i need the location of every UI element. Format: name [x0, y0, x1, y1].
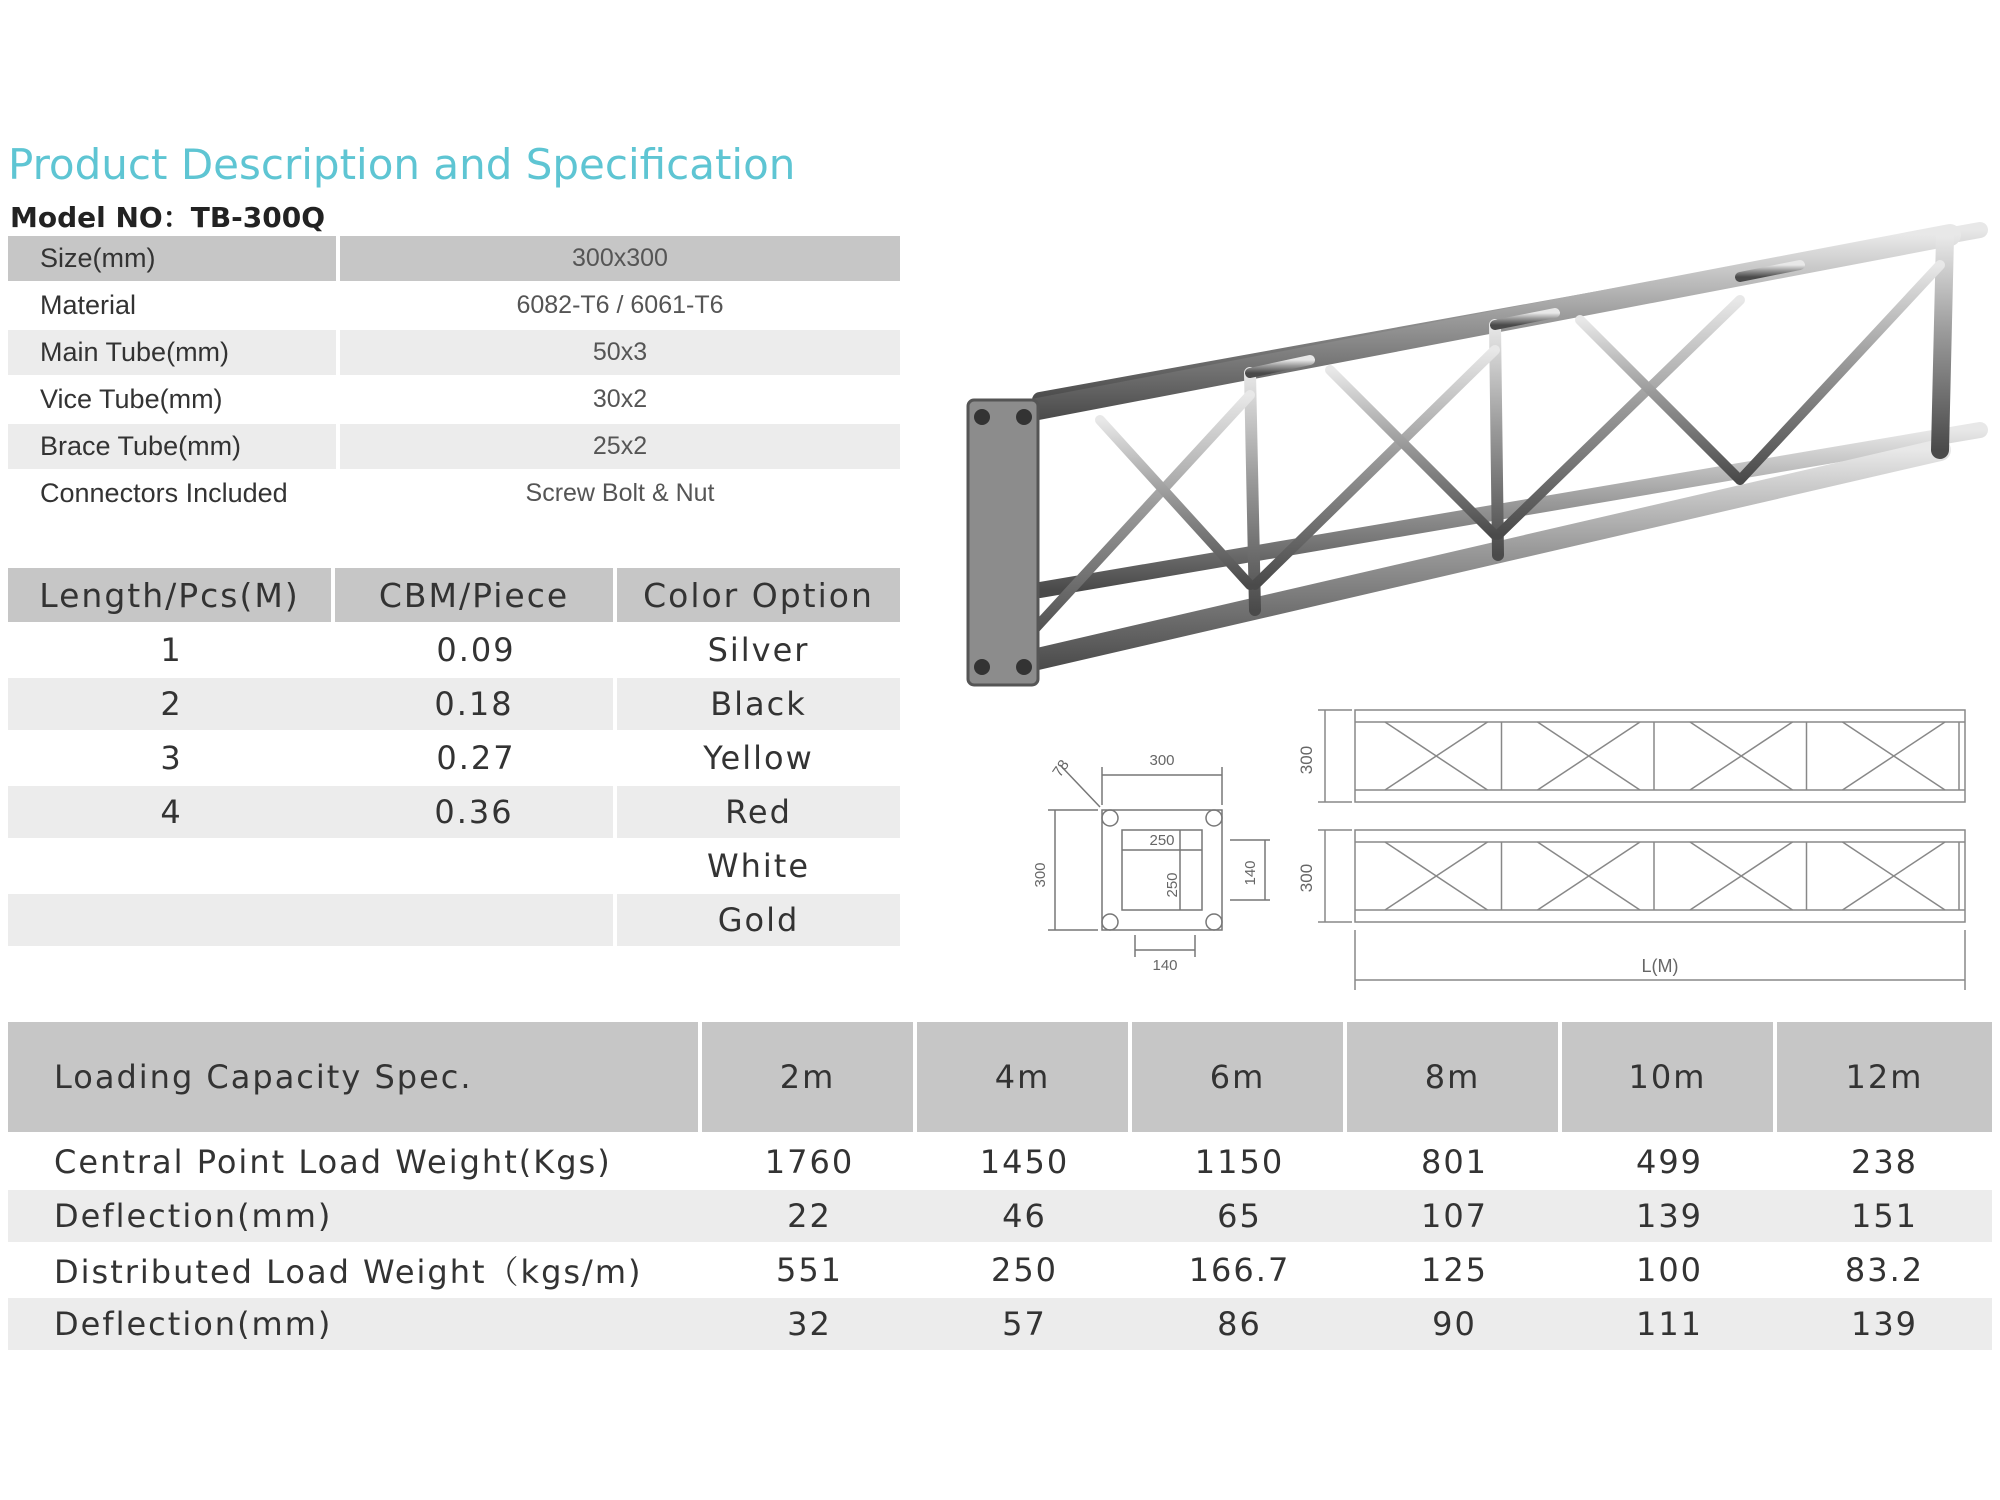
- side-height-top: 300: [1297, 745, 1316, 775]
- spec-value: 50x3: [592, 338, 648, 366]
- dim-inner: 250: [1149, 832, 1175, 849]
- length-cell: 3: [160, 739, 183, 777]
- header-cbm: CBM/Piece: [335, 568, 617, 622]
- spec-value: 30x2: [592, 385, 648, 413]
- load-row: [8, 1190, 1992, 1242]
- load-cell: 801: [1420, 1143, 1489, 1181]
- load-row: [8, 1136, 1992, 1188]
- load-label: Distributed Load Weight（kgs/m): [54, 1253, 643, 1291]
- load-cell: 107: [1420, 1197, 1489, 1235]
- cross-section-drawing: [1030, 745, 1280, 975]
- length-cell: 4: [160, 793, 183, 831]
- spec-row: [8, 330, 900, 375]
- length-cell: 1: [160, 631, 183, 669]
- spec-value: Screw Bolt & Nut: [525, 479, 715, 507]
- dim-left: 300: [1032, 862, 1049, 888]
- spec-row: [8, 377, 900, 422]
- side-length-label: L(M): [1641, 956, 1679, 976]
- load-cell: 65: [1217, 1197, 1262, 1235]
- header-length: Length/Pcs(M): [8, 568, 335, 622]
- spec-row: [8, 236, 900, 281]
- spec-value: 6082-T6 / 6061-T6: [516, 291, 724, 319]
- load-cell: 1150: [1194, 1143, 1285, 1181]
- side-elevation-drawing: [1290, 700, 1990, 1000]
- color-cell: Gold: [717, 901, 800, 939]
- length-row: [8, 624, 900, 676]
- truss-image: [950, 205, 2000, 725]
- spec-label: Size(mm): [8, 236, 340, 281]
- load-label: Deflection(mm): [54, 1305, 333, 1343]
- load-cell: 90: [1432, 1305, 1477, 1343]
- load-col: 4m: [917, 1022, 1132, 1132]
- spec-value: 300x300: [572, 244, 668, 272]
- model-value: TB-300Q: [190, 201, 326, 234]
- load-cell: 100: [1635, 1251, 1704, 1289]
- color-cell: White: [706, 847, 811, 885]
- spec-label: Main Tube(mm): [8, 330, 340, 375]
- load-col: 12m: [1845, 1058, 1924, 1096]
- load-cell: 1760: [764, 1143, 855, 1181]
- load-col: 6m: [1132, 1022, 1347, 1132]
- length-cell: 2: [160, 685, 183, 723]
- dim-top: 300: [1149, 752, 1175, 769]
- spec-row: [8, 283, 900, 328]
- load-label: Central Point Load Weight(Kgs): [54, 1143, 612, 1181]
- length-header-row: [8, 568, 900, 622]
- length-table: [8, 568, 900, 948]
- header-color: Color Option: [643, 575, 874, 615]
- dim-diag: 78: [1049, 756, 1073, 781]
- load-col: 8m: [1347, 1022, 1562, 1132]
- length-row: [8, 678, 900, 730]
- color-cell: Black: [710, 685, 807, 723]
- load-label: Deflection(mm): [54, 1197, 333, 1235]
- spec-label: Material: [40, 290, 137, 320]
- cbm-cell: [335, 894, 617, 946]
- load-cell: 46: [1002, 1197, 1047, 1235]
- cbm-cell: 0.36: [335, 786, 617, 838]
- load-cell: 32: [787, 1305, 832, 1343]
- cbm-cell: 0.27: [436, 739, 516, 777]
- load-cell: 250: [990, 1251, 1059, 1289]
- load-cell: 139: [1850, 1305, 1919, 1343]
- cbm-cell: 0.18: [335, 678, 617, 730]
- cbm-cell: 0.09: [436, 631, 516, 669]
- length-row: [8, 840, 900, 892]
- load-cell: 83.2: [1844, 1251, 1925, 1289]
- load-cell: 166.7: [1188, 1251, 1291, 1289]
- load-row: [8, 1298, 1992, 1350]
- model-number: [10, 196, 325, 236]
- load-header-row: [8, 1022, 1992, 1132]
- load-cell: 86: [1217, 1305, 1262, 1343]
- load-cell: 151: [1850, 1197, 1919, 1235]
- side-height-bottom: 300: [1297, 863, 1316, 893]
- dim-right: 140: [1242, 860, 1259, 886]
- load-cell: 238: [1850, 1143, 1919, 1181]
- load-row: [8, 1244, 1992, 1296]
- spec-value: 25x2: [592, 432, 648, 460]
- load-cell: 57: [1002, 1305, 1047, 1343]
- load-cell: 499: [1635, 1143, 1704, 1181]
- color-cell: Yellow: [703, 739, 814, 777]
- spec-label: Vice Tube(mm): [40, 384, 223, 414]
- spec-row: [8, 471, 900, 516]
- model-label: Model NO：: [10, 201, 191, 234]
- load-col: 10m: [1562, 1022, 1777, 1132]
- length-row: [8, 732, 900, 784]
- load-cell: 111: [1635, 1305, 1704, 1343]
- dim-bottom: 140: [1152, 957, 1178, 974]
- length-row: [8, 894, 900, 946]
- load-cell: 551: [775, 1251, 844, 1289]
- load-col: 2m: [702, 1022, 917, 1132]
- length-row: [8, 786, 900, 838]
- spec-row: [8, 424, 900, 469]
- page-title: Product Description and Specification: [8, 140, 796, 189]
- load-table: [8, 1022, 1992, 1352]
- spec-label: Brace Tube(mm): [8, 424, 340, 469]
- load-cell: 139: [1635, 1197, 1704, 1235]
- color-cell: Silver: [707, 631, 810, 669]
- load-cell: 125: [1420, 1251, 1489, 1289]
- dim-inner-v: 250: [1164, 872, 1181, 898]
- spec-label: Connectors Included: [40, 478, 288, 508]
- color-cell: Red: [725, 793, 792, 831]
- load-header-label: Loading Capacity Spec.: [8, 1022, 702, 1132]
- load-cell: 22: [787, 1197, 832, 1235]
- spec-table: [8, 236, 900, 518]
- load-cell: 1450: [979, 1143, 1070, 1181]
